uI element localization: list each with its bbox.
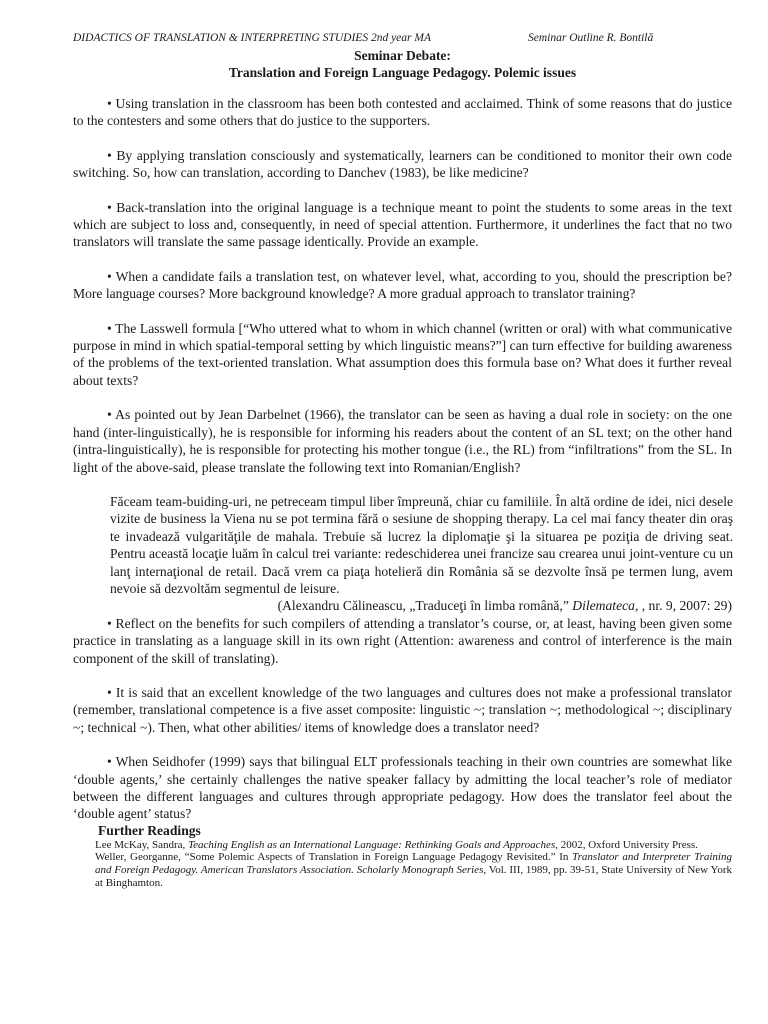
question-5: • The Lasswell formula [“Who uttered what to whom in which channel (written or oral) with what communicative purpose in mind in which spatial-temporal setting by which linguistic means?”] can turn effective for building awareness of the problems of the text-oriented translation. What assumption does this formula base on? What does it further reveal about texts? bbox=[73, 320, 732, 388]
quote-source-prefix: (Alexandru Călineascu, „Traduceţi în limba română,” bbox=[277, 598, 569, 614]
question-2: • By applying translation consciously and systematically, learners can be conditioned to monitor their own code switching. So, how can translation, according to Danchev (1983), be like medicine? bbox=[73, 147, 732, 181]
reference-2: Weller, Georganne, “Some Polemic Aspects of Translation in Foreign Language Pedagogy Revisited.” In Translator and Interpreter Training and Foreign Pedagogy. American Translators Association. Scholarly Monograph Series, Vol. III, 1989, pp. 39-51, State University of New York at Binghamton. bbox=[95, 851, 733, 889]
question-6: • As pointed out by Jean Darbelnet (1966), the translator can be seen as having a dual role in society: on the one hand (inter-linguistically), he is responsible for informing his readers about the content of an SL text; on the other hand (intra-linguistically), he is responsible for protecting his mother tongue (i.e., the RL) from “infiltrations” from the SL. In light of the above-said, please translate the following text into Romanian/English? bbox=[73, 407, 732, 475]
document-title bbox=[73, 47, 732, 81]
question-3: • Back-translation into the original language is a technique meant to point the students to some areas in the text which are subject to loss and, consequently, in need of special attention. Furthermore, it underlines the fact that no two translators will translate the same passage identically. Provide an example. bbox=[73, 199, 732, 250]
question-8: • It is said that an excellent knowledge of the two languages and cultures does not make a professional translator (remember, translational competence is a five asset composite: linguistic ~; translation ~; methodological ~; disciplinary ~; technical ~). Then, what other abilities/ items of knowledge does a translator need? bbox=[73, 684, 732, 735]
question-9: • When Seidhofer (1999) says that bilingual ELT professionals teaching in their own countries are somewhat like ‘double agents,’ she certainly challenges the native speaker fallacy by admitting the local teacher’s role of mediator between the different languages and cultures through appropriate pedagogy. How does the translator feel about the ‘double agent’ status? bbox=[73, 754, 732, 822]
header-course-title: DIDACTICS OF TRANSLATION & INTERPRETING STUDIES 2nd year MA bbox=[73, 32, 431, 44]
document-page bbox=[73, 30, 732, 889]
question-7: • Reflect on the benefits for such compilers of attending a translator’s course, or, at least, having been given some practice in translating as a language skill in its own right (Attention: awareness and control of interference is the main component of the skill of translating). bbox=[73, 615, 732, 666]
reference-1: Lee McKay, Sandra, Teaching English as an International Language: Rethinking Goals and Approaches, 2002, Oxford University Press. bbox=[95, 838, 698, 851]
title-line-1: Seminar Debate: bbox=[354, 48, 451, 63]
further-readings-heading: Further Readings bbox=[98, 822, 201, 838]
quote-source-journal: Dilemateca, bbox=[572, 598, 642, 614]
quote-source-suffix: , nr. 9, 2007: 29) bbox=[641, 598, 732, 614]
title-line-2: Translation and Foreign Language Pedagogy. Polemic issues bbox=[228, 65, 577, 80]
running-header bbox=[73, 30, 732, 46]
header-seminar-outline: Seminar Outline R. Bontilă bbox=[528, 32, 654, 44]
romanian-quote-text: Făceam team-buiding-uri, ne petreceam timpul liber împreună, chiar cu familiile. În altă ordine de idei, nici desele vizite de business la Viena nu se pot termina fără o sesiune de shopping therapy. La cel mai fancy theater din oraş te invadează vulgarităţile de mahala. Trebuie să lucrez la diplomaţie şi la situarea pe poziţia de driving seat. Pentru această locaţie luăm în calcul trei variante: redeschiderea unei francize sau crearea unui joint-venture cu un lanţ internaţional de retail. Dacă vrem ca piaţa hotelieră din România să se dezvolte însă pe termen lung, avem nevoie să dezvoltăm segmentul de leisure. bbox=[110, 493, 733, 596]
question-1: • Using translation in the classroom has been both contested and acclaimed. Think of some reasons that do justice to the contesters and some others that do justice to the supporters. bbox=[73, 96, 732, 129]
quote-source bbox=[73, 597, 732, 614]
question-4: • When a candidate fails a translation test, on whatever level, what, according to you, should the prescription be? More language courses? More background knowledge? A more gradual approach to translator training? bbox=[73, 268, 732, 302]
